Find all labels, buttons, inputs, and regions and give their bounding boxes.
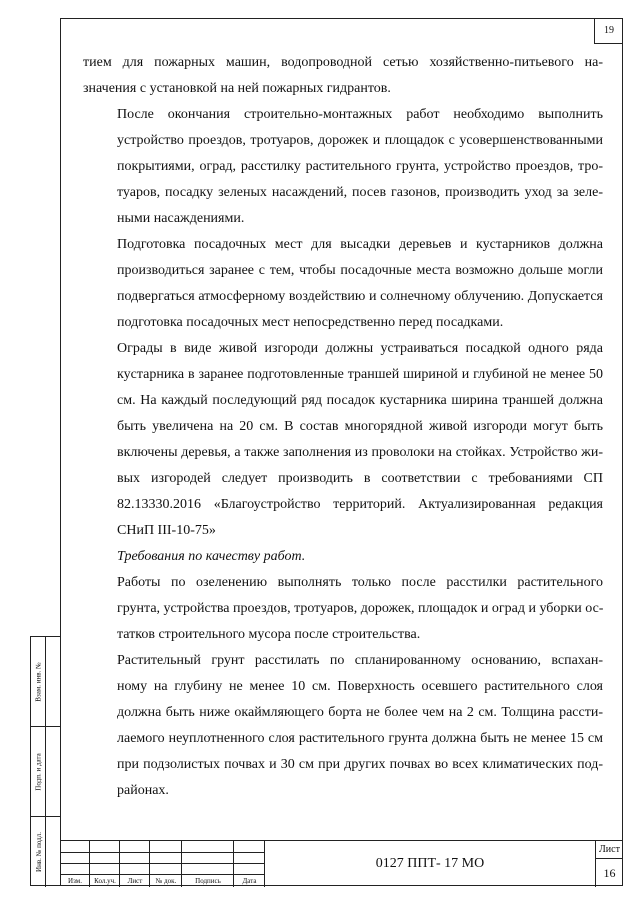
text-line: тием для пожарных машин, водопроводной сетью хозяйственно-питьевого на- [83, 55, 603, 70]
side-cell-replacement [31, 637, 60, 727]
text-line: СНиП III-10-75» [117, 523, 216, 538]
paragraph [83, 544, 603, 570]
text-line: быть увеличена на 20 см. В состав многорядной живой изгороди могут быть [117, 419, 603, 434]
text-line: включены деревья, а также заполнения из проволоки на стойках. Устройство жи- [117, 445, 603, 460]
sheet-box [595, 841, 623, 887]
header-sheet: Лист [127, 877, 143, 885]
side-cell-signature [31, 727, 60, 817]
text-line: при подзолистых почвах и 30 см при других почвах во всех климатических под- [117, 757, 603, 772]
text-line: покрытиями, оград, расстилку растительного грунта, устройство проездов, тро- [117, 159, 603, 174]
header-date: Дата [242, 877, 257, 885]
text-line: подготовка посадочных мест непосредственно перед посадками. [117, 315, 504, 330]
text-line: Растительный грунт расстилать по спланированному основанию, вспахан- [117, 653, 603, 668]
text-line: ными насаждениями. [117, 211, 245, 226]
title-block [60, 840, 623, 886]
side-cell-inventory [31, 817, 60, 887]
paragraph [83, 570, 603, 648]
text-line: ному на глубину не менее 10 см. Поверхность осевшего растительного слоя [117, 679, 603, 694]
side-stamp [30, 636, 60, 886]
text-line: районах. [117, 783, 169, 798]
text-line: подвергаться атмосферному воздействию и солнечному облучению. Допускается [117, 289, 603, 304]
text-line: грунта, устройства проездов, тротуаров, дорожек, площадок и оград и уборки ос- [117, 601, 604, 616]
text-line: Работы по озеленению выполнять только после расстилки растительного [117, 575, 603, 590]
text-line: устройство проездов, тротуаров, дорожек и площадок с усовершенствованными [117, 133, 603, 148]
header-count: Кол.уч. [94, 877, 116, 885]
text-line: татков строительного мусора после строительства. [117, 627, 421, 642]
side-label-inventory: Инв. № подл. [34, 832, 43, 872]
header-doc-number: № док. [155, 877, 177, 885]
text-line: вых изгородей следует производить в соответствии с требованиями СП [117, 471, 603, 486]
text-line: Подготовка посадочных мест для высадки деревьев и кустарников должна [117, 237, 603, 252]
text-line: 82.13330.2016 «Благоустройство территорий. Актуализированная редакция [117, 497, 603, 512]
paragraph [83, 648, 603, 804]
text-line: кустарника в заранее подготовленные траншей шириной и глубиной не менее 50 [117, 367, 603, 382]
text-line: производиться заранее с тем, чтобы посадочные места возможно дольше могли [117, 263, 603, 278]
side-label-replacement: Взам. инв. № [34, 661, 43, 702]
text-line: должна быть ниже окаймляющего борта не более чем на 2 см. Толщина рассти- [117, 705, 603, 720]
text-line: см. На каждый последующий ряд посадок кустарника ширина траншей должна [117, 393, 603, 408]
side-label-signature: Подп. и дата [34, 752, 43, 791]
text-line: туаров, посадку зеленых насаждений, посев газонов, производить уход за зеле- [117, 185, 603, 200]
header-signature: Подпись [195, 877, 221, 885]
text-line: Ограды в виде живой изгороди должны устраиваться посадкой одного ряда [117, 341, 603, 356]
text-line: значения с установкой на ней пожарных гидрантов. [83, 81, 391, 96]
document-designation: 0127 ППТ- 17 МО [375, 856, 485, 871]
sheet-number: 16 [603, 866, 616, 880]
header-change: Изм. [68, 877, 82, 885]
text-line: После окончания строительно-монтажных работ необходимо выполнить [117, 107, 603, 122]
sheet-label: Лист [596, 841, 623, 859]
paragraph [83, 50, 603, 102]
paragraph [83, 336, 603, 544]
text-line: Требования по качеству работ. [117, 549, 306, 564]
paragraph [83, 102, 603, 232]
page-number: 19 [594, 18, 623, 44]
paragraph [83, 232, 603, 336]
text-line: лаемого неуплотненного слоя растительного грунта должна быть не менее 15 см [117, 731, 603, 746]
document-body [83, 50, 603, 804]
